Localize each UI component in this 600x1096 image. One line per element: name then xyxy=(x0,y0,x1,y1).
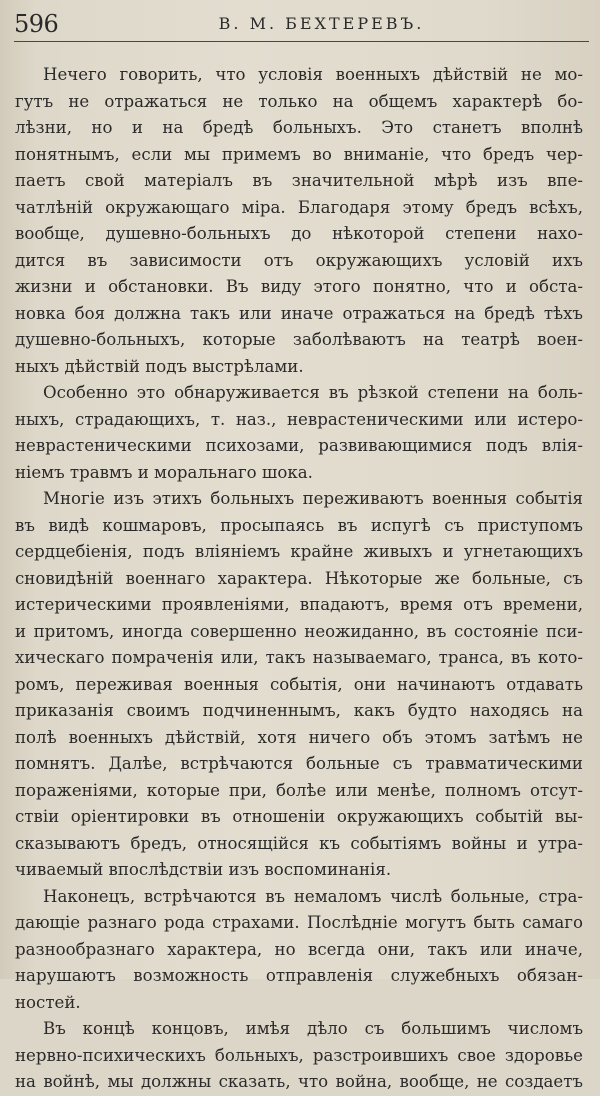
text-line: ніемъ травмъ и моральнаго шока. xyxy=(15,462,313,482)
text-line: помнятъ. Далѣе, встрѣчаются больные съ травматическими xyxy=(15,754,583,773)
text-line: истерическими проявленіями, впадаютъ, время отъ времени, xyxy=(15,595,583,614)
text-line: паетъ свой матеріалъ въ значительной мѣрѣ изъ впе- xyxy=(15,171,583,190)
text-line: неврастеническими психозами, развивающимися подъ влія- xyxy=(15,436,583,455)
text-line: Особенно это обнаруживается въ рѣзкой степени на боль- xyxy=(43,383,583,402)
paragraph xyxy=(15,884,583,1017)
text-line: понятнымъ, если мы примемъ во вниманіе, что бредъ чер- xyxy=(15,144,583,164)
text-line: лѣзни, но и на бредѣ больныхъ. Это станетъ вполнѣ xyxy=(15,118,583,137)
text-line: разнообразнаго характера, но всегда они, такъ или иначе, xyxy=(15,939,583,959)
text-line: нарушаютъ возможность отправленія служебныхъ обязан- xyxy=(15,966,583,985)
text-line: сновидѣній военнаго характера. Нѣкоторые же больные, съ xyxy=(15,568,583,588)
text-line: сказываютъ бредъ, относящійся къ событіямъ войны и утра- xyxy=(15,833,583,853)
page-header xyxy=(14,8,589,40)
text-line: дающіе разнаго рода страхами. Послѣдніе могутъ быть самаго xyxy=(15,913,583,932)
text-line: Многіе изъ этихъ больныхъ переживаютъ военныя событія xyxy=(43,489,583,508)
paragraph xyxy=(15,380,583,486)
text-line: чатлѣній окружающаго міра. Благодаря этому бредъ всѣхъ, xyxy=(15,197,583,217)
paragraph xyxy=(15,486,583,884)
text-line: новка боя должна такъ или иначе отражаться на бредѣ тѣхъ xyxy=(15,303,583,323)
text-line: гутъ не отражаться не только на общемъ характерѣ бо- xyxy=(15,91,583,111)
text-line: чиваемый впослѣдствіи изъ воспоминанія. xyxy=(15,860,392,879)
text-line: приказанія своимъ подчиненнымъ, какъ будто находясь на xyxy=(15,701,583,720)
running-head: В. М. БЕХТЕРЕВЪ. xyxy=(218,14,425,33)
page-number: 596 xyxy=(14,10,59,38)
text-line: дится въ зависимости отъ окружающихъ условій ихъ xyxy=(15,250,583,270)
text-line: нервно-психическихъ больныхъ, разстроившихъ свое здоровье xyxy=(15,1045,583,1065)
text-line: и притомъ, иногда совершенно неожиданно, въ состояніе пси- xyxy=(15,621,583,641)
text-line: полѣ военныхъ дѣйствій, хотя ничего объ этомъ затѣмъ не xyxy=(15,727,583,747)
text-line: въ видѣ кошмаровъ, просыпаясь въ испугѣ съ приступомъ xyxy=(15,515,583,535)
text-line: ствіи оріентировки въ отношеніи окружающихъ событій вы- xyxy=(15,807,583,826)
text-line: жизни и обстановки. Въ виду этого понятно, что и обста- xyxy=(15,277,583,296)
text-line: ромъ, переживая военныя событія, они начинаютъ отдавать xyxy=(15,674,583,694)
text-line: Въ концѣ концовъ, имѣя дѣло съ большимъ числомъ xyxy=(43,1019,583,1038)
text-line: пораженіями, которые при, болѣе или менѣе, полномъ отсут- xyxy=(15,780,583,800)
text-line: Наконецъ, встрѣчаются въ немаломъ числѣ больные, стра- xyxy=(43,886,583,906)
text-line: ныхъ дѣйствій подъ выстрѣлами. xyxy=(15,356,304,376)
text-line: на войнѣ, мы должны сказать, что война, вообще, не создаетъ xyxy=(15,1072,583,1091)
text-line: вообще, душевно-больныхъ до нѣкоторой степени нахо- xyxy=(15,224,583,243)
text-line: Нечего говорить, что условія военныхъ дѣйствій не мо- xyxy=(43,65,583,84)
text-line: ныхъ, страдающихъ, т. наз., неврастеническими или истеро- xyxy=(15,409,583,429)
text-line: хическаго помраченія или, такъ называемаго, транса, въ кото- xyxy=(15,648,583,667)
header-rule xyxy=(14,41,589,42)
text-line: ностей. xyxy=(15,992,81,1012)
paragraph xyxy=(15,62,583,380)
text-line: душевно-больныхъ, которые заболѣваютъ на театрѣ воен- xyxy=(15,330,583,349)
body-text xyxy=(15,62,583,1096)
text-line: сердцебіенія, подъ вліяніемъ крайне живыхъ и угнетающихъ xyxy=(15,542,583,561)
paragraph xyxy=(15,1016,583,1096)
